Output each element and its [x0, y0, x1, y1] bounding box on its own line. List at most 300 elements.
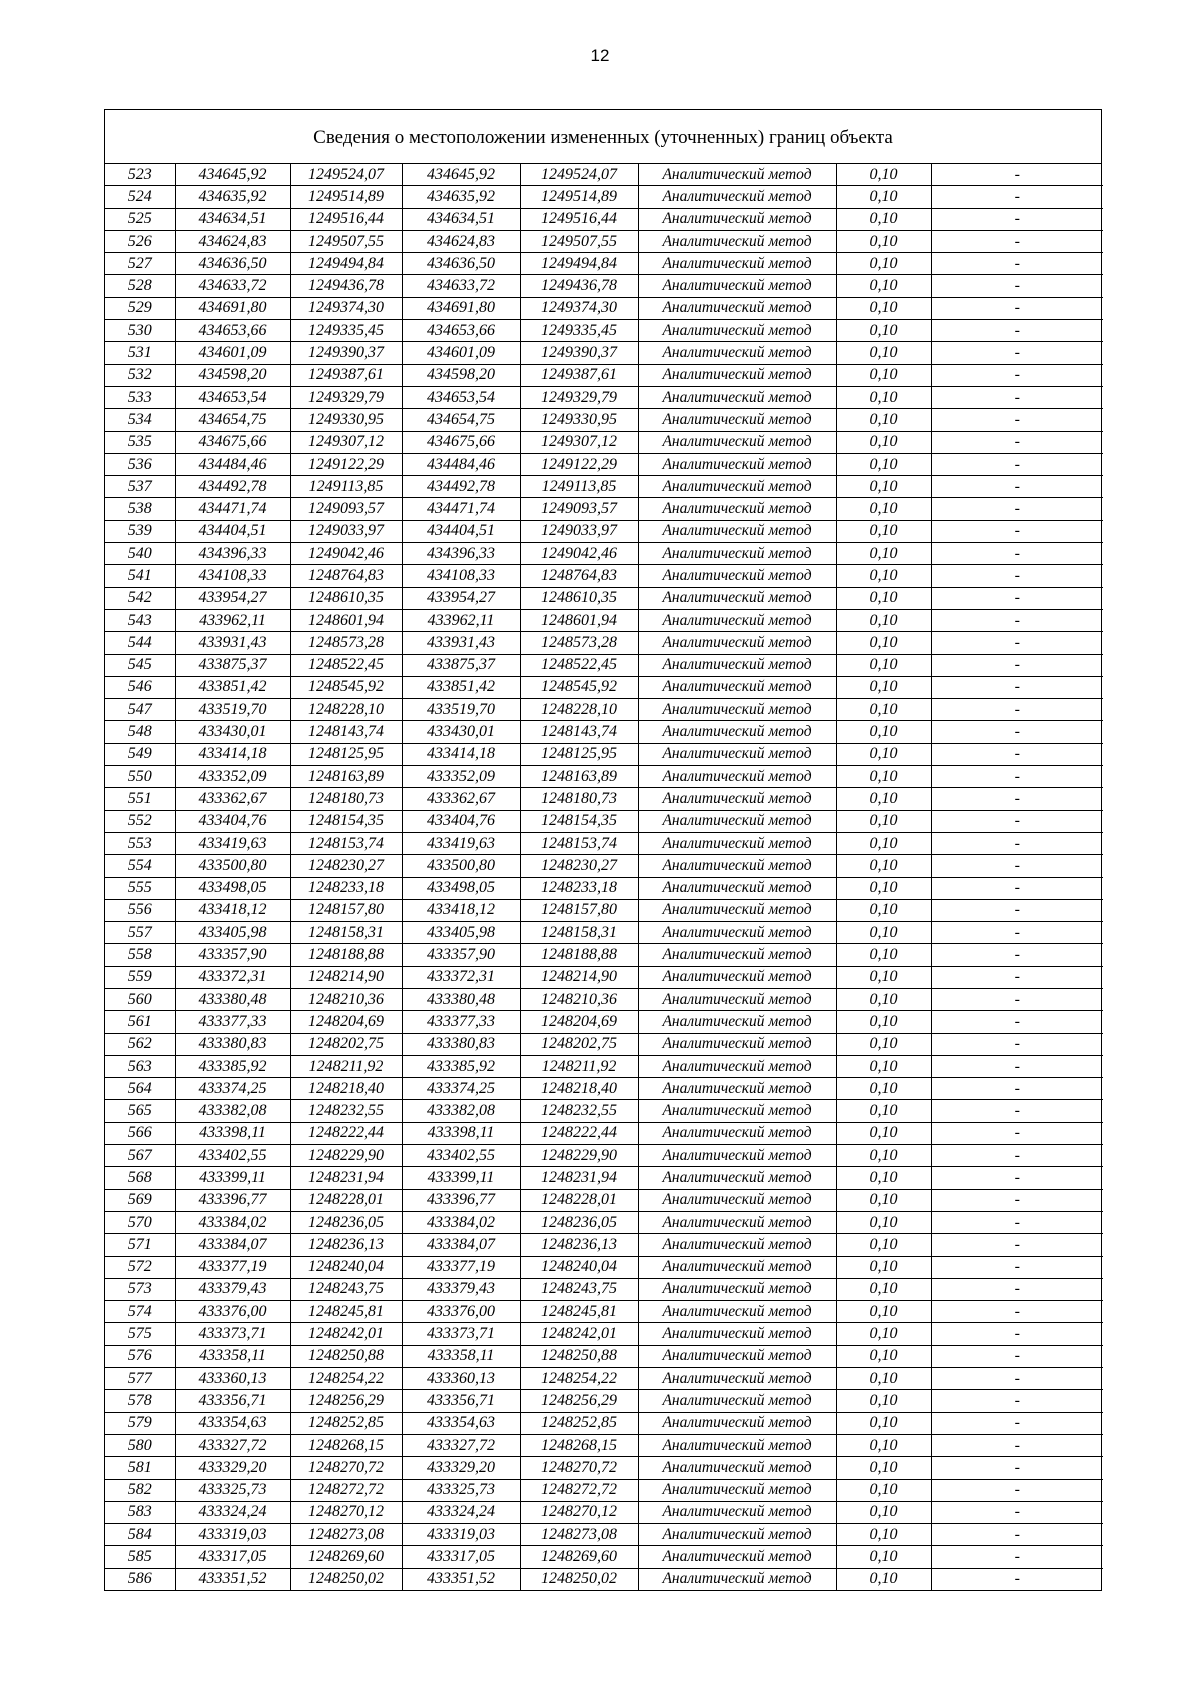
cell-method: Аналитический метод	[638, 1278, 836, 1300]
cell-y-new: 1249122,29	[520, 453, 638, 475]
cell-note: -	[931, 832, 1103, 854]
cell-x-existing: 433500,80	[175, 855, 290, 877]
cell-note: -	[931, 1457, 1103, 1479]
cell-accuracy: 0,10	[836, 208, 931, 230]
table-row	[105, 453, 1103, 475]
cell-point-number: 530	[105, 320, 175, 342]
cell-x-existing: 433405,98	[175, 922, 290, 944]
table-row	[105, 1256, 1103, 1278]
table-row	[105, 1011, 1103, 1033]
cell-y-existing: 1248573,28	[290, 632, 402, 654]
cell-method: Аналитический метод	[638, 1568, 836, 1590]
cell-accuracy: 0,10	[836, 409, 931, 431]
cell-note: -	[931, 1078, 1103, 1100]
cell-y-existing: 1249494,84	[290, 253, 402, 275]
cell-x-existing: 433325,73	[175, 1479, 290, 1501]
cell-note: -	[931, 1546, 1103, 1568]
cell-x-existing: 433398,11	[175, 1122, 290, 1144]
cell-note: -	[931, 498, 1103, 520]
cell-accuracy: 0,10	[836, 164, 931, 186]
cell-x-existing: 433384,07	[175, 1234, 290, 1256]
cell-x-new: 434634,51	[402, 208, 520, 230]
cell-y-new: 1248256,29	[520, 1390, 638, 1412]
table-row	[105, 743, 1103, 765]
cell-method: Аналитический метод	[638, 743, 836, 765]
cell-note: -	[931, 1011, 1103, 1033]
cell-method: Аналитический метод	[638, 810, 836, 832]
cell-y-existing: 1249042,46	[290, 543, 402, 565]
cell-accuracy: 0,10	[836, 877, 931, 899]
cell-point-number: 526	[105, 230, 175, 252]
cell-point-number: 568	[105, 1167, 175, 1189]
cell-x-new: 434624,83	[402, 230, 520, 252]
cell-note: -	[931, 743, 1103, 765]
cell-y-new: 1248269,60	[520, 1546, 638, 1568]
cell-x-new: 433396,77	[402, 1189, 520, 1211]
cell-method: Аналитический метод	[638, 164, 836, 186]
cell-y-new: 1248268,15	[520, 1434, 638, 1456]
cell-note: -	[931, 297, 1103, 319]
cell-y-existing: 1249093,57	[290, 498, 402, 520]
table-row	[105, 1167, 1103, 1189]
cell-accuracy: 0,10	[836, 654, 931, 676]
cell-y-new: 1249494,84	[520, 253, 638, 275]
cell-x-existing: 434675,66	[175, 431, 290, 453]
cell-accuracy: 0,10	[836, 1412, 931, 1434]
cell-x-existing: 433379,43	[175, 1278, 290, 1300]
cell-point-number: 548	[105, 721, 175, 743]
cell-x-existing: 433376,00	[175, 1301, 290, 1323]
cell-x-existing: 433319,03	[175, 1524, 290, 1546]
cell-x-existing: 433380,83	[175, 1033, 290, 1055]
cell-x-new: 433851,42	[402, 676, 520, 698]
cell-note: -	[931, 1412, 1103, 1434]
cell-note: -	[931, 543, 1103, 565]
cell-method: Аналитический метод	[638, 587, 836, 609]
cell-x-new: 433374,25	[402, 1078, 520, 1100]
cell-point-number: 555	[105, 877, 175, 899]
cell-point-number: 538	[105, 498, 175, 520]
cell-note: -	[931, 1033, 1103, 1055]
table-row	[105, 1211, 1103, 1233]
cell-point-number: 583	[105, 1501, 175, 1523]
table-row	[105, 877, 1103, 899]
cell-accuracy: 0,10	[836, 721, 931, 743]
cell-y-new: 1248157,80	[520, 899, 638, 921]
cell-y-new: 1248610,35	[520, 587, 638, 609]
cell-method: Аналитический метод	[638, 186, 836, 208]
cell-accuracy: 0,10	[836, 1368, 931, 1390]
cell-point-number: 578	[105, 1390, 175, 1412]
cell-note: -	[931, 1100, 1103, 1122]
cell-x-existing: 434492,78	[175, 476, 290, 498]
cell-x-new: 433376,00	[402, 1301, 520, 1323]
table-row	[105, 275, 1103, 297]
cell-y-new: 1249307,12	[520, 431, 638, 453]
cell-y-new: 1248270,12	[520, 1501, 638, 1523]
cell-accuracy: 0,10	[836, 922, 931, 944]
cell-x-new: 434598,20	[402, 364, 520, 386]
cell-x-existing: 434653,54	[175, 386, 290, 408]
cell-x-existing: 434633,72	[175, 275, 290, 297]
cell-accuracy: 0,10	[836, 431, 931, 453]
cell-x-new: 434635,92	[402, 186, 520, 208]
cell-y-new: 1248254,22	[520, 1368, 638, 1390]
table-row	[105, 810, 1103, 832]
cell-accuracy: 0,10	[836, 364, 931, 386]
cell-point-number: 552	[105, 810, 175, 832]
boundary-table-frame	[104, 109, 1102, 1591]
cell-x-new: 434108,33	[402, 565, 520, 587]
cell-method: Аналитический метод	[638, 297, 836, 319]
cell-y-new: 1248240,04	[520, 1256, 638, 1278]
cell-x-new: 433500,80	[402, 855, 520, 877]
cell-point-number: 558	[105, 944, 175, 966]
cell-method: Аналитический метод	[638, 520, 836, 542]
cell-method: Аналитический метод	[638, 342, 836, 364]
cell-method: Аналитический метод	[638, 364, 836, 386]
cell-point-number: 572	[105, 1256, 175, 1278]
cell-point-number: 567	[105, 1145, 175, 1167]
cell-y-new: 1248522,45	[520, 654, 638, 676]
cell-note: -	[931, 855, 1103, 877]
cell-y-existing: 1249335,45	[290, 320, 402, 342]
cell-note: -	[931, 1390, 1103, 1412]
cell-y-new: 1249329,79	[520, 386, 638, 408]
cell-point-number: 543	[105, 609, 175, 631]
table-row	[105, 520, 1103, 542]
cell-x-new: 434691,80	[402, 297, 520, 319]
cell-accuracy: 0,10	[836, 476, 931, 498]
cell-method: Аналитический метод	[638, 543, 836, 565]
cell-x-existing: 433498,05	[175, 877, 290, 899]
cell-note: -	[931, 1211, 1103, 1233]
cell-y-existing: 1248252,85	[290, 1412, 402, 1434]
table-row	[105, 1055, 1103, 1077]
table-row	[105, 1434, 1103, 1456]
cell-x-new: 433419,63	[402, 832, 520, 854]
cell-x-existing: 434108,33	[175, 565, 290, 587]
cell-point-number: 576	[105, 1345, 175, 1367]
table-row	[105, 1234, 1103, 1256]
cell-y-existing: 1248180,73	[290, 788, 402, 810]
cell-method: Аналитический метод	[638, 1234, 836, 1256]
cell-note: -	[931, 988, 1103, 1010]
cell-accuracy: 0,10	[836, 543, 931, 565]
cell-y-existing: 1248125,95	[290, 743, 402, 765]
cell-method: Аналитический метод	[638, 1167, 836, 1189]
cell-x-existing: 434598,20	[175, 364, 290, 386]
cell-x-existing: 433329,20	[175, 1457, 290, 1479]
cell-point-number: 524	[105, 186, 175, 208]
cell-x-new: 433931,43	[402, 632, 520, 654]
cell-method: Аналитический метод	[638, 1345, 836, 1367]
cell-x-new: 433324,24	[402, 1501, 520, 1523]
cell-x-existing: 433385,92	[175, 1055, 290, 1077]
cell-point-number: 569	[105, 1189, 175, 1211]
cell-method: Аналитический метод	[638, 944, 836, 966]
table-row	[105, 1368, 1103, 1390]
cell-note: -	[931, 944, 1103, 966]
table-body	[105, 164, 1103, 1590]
cell-method: Аналитический метод	[638, 431, 836, 453]
cell-point-number: 553	[105, 832, 175, 854]
cell-point-number: 546	[105, 676, 175, 698]
cell-point-number: 531	[105, 342, 175, 364]
cell-method: Аналитический метод	[638, 1501, 836, 1523]
cell-method: Аналитический метод	[638, 1301, 836, 1323]
cell-y-existing: 1248230,27	[290, 855, 402, 877]
cell-y-existing: 1248143,74	[290, 721, 402, 743]
cell-y-new: 1249093,57	[520, 498, 638, 520]
cell-x-existing: 434635,92	[175, 186, 290, 208]
cell-accuracy: 0,10	[836, 1479, 931, 1501]
cell-y-new: 1248236,05	[520, 1211, 638, 1233]
cell-x-existing: 433377,19	[175, 1256, 290, 1278]
cell-x-existing: 433362,67	[175, 788, 290, 810]
cell-accuracy: 0,10	[836, 498, 931, 520]
cell-accuracy: 0,10	[836, 1011, 931, 1033]
cell-point-number: 559	[105, 966, 175, 988]
cell-point-number: 581	[105, 1457, 175, 1479]
cell-method: Аналитический метод	[638, 699, 836, 721]
cell-x-new: 434484,46	[402, 453, 520, 475]
cell-y-new: 1248230,27	[520, 855, 638, 877]
cell-note: -	[931, 186, 1103, 208]
cell-x-existing: 433374,25	[175, 1078, 290, 1100]
cell-x-new: 433414,18	[402, 743, 520, 765]
cell-accuracy: 0,10	[836, 297, 931, 319]
table-row	[105, 1100, 1103, 1122]
cell-y-existing: 1248236,05	[290, 1211, 402, 1233]
cell-point-number: 574	[105, 1301, 175, 1323]
cell-x-new: 433360,13	[402, 1368, 520, 1390]
cell-y-existing: 1248228,10	[290, 699, 402, 721]
cell-accuracy: 0,10	[836, 1278, 931, 1300]
cell-method: Аналитический метод	[638, 1479, 836, 1501]
cell-method: Аналитический метод	[638, 230, 836, 252]
cell-note: -	[931, 1368, 1103, 1390]
cell-accuracy: 0,10	[836, 1122, 931, 1144]
cell-y-new: 1248243,75	[520, 1278, 638, 1300]
cell-accuracy: 0,10	[836, 253, 931, 275]
cell-x-new: 433519,70	[402, 699, 520, 721]
cell-point-number: 580	[105, 1434, 175, 1456]
cell-note: -	[931, 320, 1103, 342]
cell-y-new: 1248153,74	[520, 832, 638, 854]
table-row	[105, 476, 1103, 498]
cell-point-number: 528	[105, 275, 175, 297]
cell-point-number: 571	[105, 1234, 175, 1256]
cell-y-existing: 1248243,75	[290, 1278, 402, 1300]
cell-method: Аналитический метод	[638, 1100, 836, 1122]
cell-y-new: 1249514,89	[520, 186, 638, 208]
cell-y-existing: 1248270,12	[290, 1501, 402, 1523]
cell-x-existing: 434601,09	[175, 342, 290, 364]
cell-method: Аналитический метод	[638, 453, 836, 475]
cell-x-new: 433430,01	[402, 721, 520, 743]
cell-x-new: 433962,11	[402, 609, 520, 631]
cell-x-existing: 434645,92	[175, 164, 290, 186]
cell-y-existing: 1248545,92	[290, 676, 402, 698]
cell-x-existing: 434691,80	[175, 297, 290, 319]
cell-note: -	[931, 1501, 1103, 1523]
table-row	[105, 587, 1103, 609]
table-row	[105, 297, 1103, 319]
cell-accuracy: 0,10	[836, 1546, 931, 1568]
cell-y-new: 1249436,78	[520, 275, 638, 297]
cell-y-existing: 1249033,97	[290, 520, 402, 542]
cell-point-number: 557	[105, 922, 175, 944]
cell-y-existing: 1248214,90	[290, 966, 402, 988]
cell-point-number: 584	[105, 1524, 175, 1546]
cell-y-new: 1248250,88	[520, 1345, 638, 1367]
cell-note: -	[931, 1323, 1103, 1345]
cell-x-existing: 434396,33	[175, 543, 290, 565]
cell-method: Аналитический метод	[638, 1211, 836, 1233]
cell-point-number: 570	[105, 1211, 175, 1233]
table-row	[105, 543, 1103, 565]
cell-y-existing: 1248229,90	[290, 1145, 402, 1167]
cell-accuracy: 0,10	[836, 766, 931, 788]
cell-accuracy: 0,10	[836, 1323, 931, 1345]
cell-x-existing: 433377,33	[175, 1011, 290, 1033]
cell-note: -	[931, 1278, 1103, 1300]
cell-point-number: 554	[105, 855, 175, 877]
table-row	[105, 320, 1103, 342]
cell-x-existing: 434404,51	[175, 520, 290, 542]
cell-y-existing: 1248236,13	[290, 1234, 402, 1256]
cell-y-new: 1248545,92	[520, 676, 638, 698]
cell-method: Аналитический метод	[638, 654, 836, 676]
cell-note: -	[931, 1524, 1103, 1546]
table-row	[105, 230, 1103, 252]
cell-accuracy: 0,10	[836, 386, 931, 408]
cell-note: -	[931, 476, 1103, 498]
cell-method: Аналитический метод	[638, 788, 836, 810]
cell-x-existing: 433317,05	[175, 1546, 290, 1568]
cell-point-number: 577	[105, 1368, 175, 1390]
cell-method: Аналитический метод	[638, 1546, 836, 1568]
cell-note: -	[931, 1189, 1103, 1211]
cell-x-existing: 433356,71	[175, 1390, 290, 1412]
cell-y-existing: 1248270,72	[290, 1457, 402, 1479]
cell-accuracy: 0,10	[836, 1345, 931, 1367]
cell-accuracy: 0,10	[836, 966, 931, 988]
table-row	[105, 676, 1103, 698]
cell-accuracy: 0,10	[836, 1100, 931, 1122]
cell-y-new: 1248204,69	[520, 1011, 638, 1033]
cell-x-new: 433384,07	[402, 1234, 520, 1256]
cell-note: -	[931, 275, 1103, 297]
cell-y-new: 1248154,35	[520, 810, 638, 832]
cell-method: Аналитический метод	[638, 1524, 836, 1546]
cell-method: Аналитический метод	[638, 1457, 836, 1479]
page-number: 12	[590, 46, 610, 65]
table-row	[105, 1479, 1103, 1501]
table-row	[105, 922, 1103, 944]
cell-y-existing: 1248522,45	[290, 654, 402, 676]
cell-y-existing: 1249113,85	[290, 476, 402, 498]
table-row	[105, 988, 1103, 1010]
cell-x-existing: 433382,08	[175, 1100, 290, 1122]
cell-x-existing: 434484,46	[175, 453, 290, 475]
cell-y-existing: 1248254,22	[290, 1368, 402, 1390]
table-row	[105, 899, 1103, 921]
cell-x-existing: 433380,48	[175, 988, 290, 1010]
cell-x-new: 433356,71	[402, 1390, 520, 1412]
cell-point-number: 560	[105, 988, 175, 1010]
cell-note: -	[931, 164, 1103, 186]
cell-x-new: 433351,52	[402, 1568, 520, 1590]
cell-point-number: 547	[105, 699, 175, 721]
cell-accuracy: 0,10	[836, 899, 931, 921]
cell-y-existing: 1248269,60	[290, 1546, 402, 1568]
cell-method: Аналитический метод	[638, 721, 836, 743]
cell-y-new: 1248222,44	[520, 1122, 638, 1144]
cell-method: Аналитический метод	[638, 922, 836, 944]
cell-y-existing: 1248764,83	[290, 565, 402, 587]
cell-x-new: 434675,66	[402, 431, 520, 453]
cell-x-existing: 433418,12	[175, 899, 290, 921]
cell-note: -	[931, 721, 1103, 743]
cell-accuracy: 0,10	[836, 788, 931, 810]
cell-note: -	[931, 1434, 1103, 1456]
cell-x-existing: 433399,11	[175, 1167, 290, 1189]
cell-x-new: 433404,76	[402, 810, 520, 832]
table-row	[105, 699, 1103, 721]
cell-note: -	[931, 1568, 1103, 1590]
cell-method: Аналитический метод	[638, 855, 836, 877]
cell-note: -	[931, 810, 1103, 832]
cell-method: Аналитический метод	[638, 1256, 836, 1278]
cell-y-new: 1248228,01	[520, 1189, 638, 1211]
cell-y-existing: 1248204,69	[290, 1011, 402, 1033]
cell-x-existing: 434471,74	[175, 498, 290, 520]
cell-y-existing: 1248158,31	[290, 922, 402, 944]
cell-x-existing: 433358,11	[175, 1345, 290, 1367]
cell-point-number: 556	[105, 899, 175, 921]
cell-x-new: 433319,03	[402, 1524, 520, 1546]
cell-x-new: 433498,05	[402, 877, 520, 899]
cell-method: Аналитический метод	[638, 275, 836, 297]
cell-y-new: 1248233,18	[520, 877, 638, 899]
cell-x-new: 433373,71	[402, 1323, 520, 1345]
cell-y-new: 1248245,81	[520, 1301, 638, 1323]
cell-y-new: 1249524,07	[520, 164, 638, 186]
cell-point-number: 542	[105, 587, 175, 609]
cell-method: Аналитический метод	[638, 1011, 836, 1033]
cell-x-new: 433405,98	[402, 922, 520, 944]
cell-note: -	[931, 453, 1103, 475]
cell-point-number: 582	[105, 1479, 175, 1501]
cell-x-new: 434396,33	[402, 543, 520, 565]
cell-note: -	[931, 565, 1103, 587]
cell-y-existing: 1248240,04	[290, 1256, 402, 1278]
cell-y-new: 1248242,01	[520, 1323, 638, 1345]
cell-accuracy: 0,10	[836, 320, 931, 342]
cell-y-new: 1248188,88	[520, 944, 638, 966]
boundary-points-table	[105, 164, 1103, 1590]
cell-y-new: 1249335,45	[520, 320, 638, 342]
cell-y-new: 1248252,85	[520, 1412, 638, 1434]
cell-y-existing: 1248256,29	[290, 1390, 402, 1412]
cell-method: Аналитический метод	[638, 1412, 836, 1434]
cell-note: -	[931, 654, 1103, 676]
cell-y-existing: 1248163,89	[290, 766, 402, 788]
cell-method: Аналитический метод	[638, 386, 836, 408]
table-row	[105, 944, 1103, 966]
